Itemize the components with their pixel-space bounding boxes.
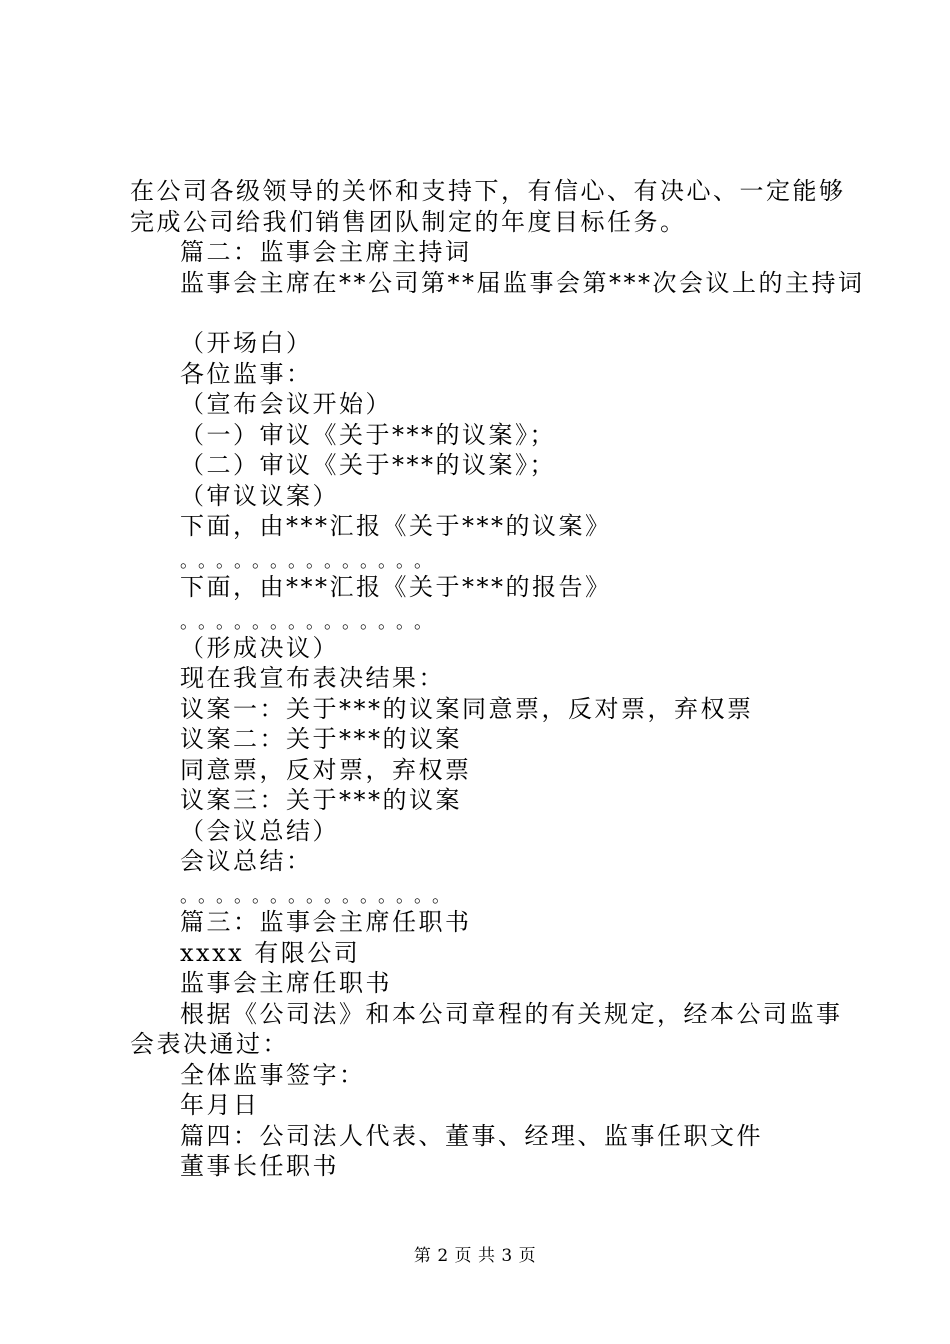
paragraph-line: （宣布会议开始） bbox=[180, 390, 392, 418]
paragraph-line: 会议总结： bbox=[180, 847, 313, 875]
paragraph-line: 监事会主席任职书 bbox=[180, 969, 392, 997]
paragraph-line: 现在我宣布表决结果： bbox=[180, 664, 445, 692]
paragraph-line: 完成公司给我们销售团队制定的年度目标任务。 bbox=[130, 208, 687, 236]
paragraph-line: 议案三：关于***的议案 bbox=[180, 786, 462, 814]
ellipsis-line: 。。。。。。。。。。。。。。 bbox=[180, 612, 441, 633]
paragraph-line: 议案二：关于***的议案 bbox=[180, 725, 462, 753]
section-heading: 篇二：监事会主席主持词 bbox=[180, 238, 472, 266]
page-footer: 第 2 页 共 3 页 bbox=[413, 1246, 537, 1266]
paragraph-line: （会议总结） bbox=[180, 817, 339, 845]
paragraph-line: 会表决通过： bbox=[130, 1030, 289, 1058]
ellipsis-line: 。。。。。。。。。。。。。。。 bbox=[180, 886, 459, 907]
paragraph-line: （二）审议《关于***的议案》； bbox=[180, 451, 556, 479]
paragraph-line: 在公司各级领导的关怀和支持下，有信心、有决心、一定能够 bbox=[130, 177, 846, 205]
paragraph-line: 议案一：关于***的议案同意票，反对票，弃权票 bbox=[180, 695, 754, 723]
paragraph-line: 全体监事签字： bbox=[180, 1061, 366, 1089]
paragraph-line: 根据《公司法》和本公司章程的有关规定，经本公司监事 bbox=[180, 1000, 843, 1028]
paragraph-line: 下面，由***汇报《关于***的报告》 bbox=[180, 573, 612, 601]
paragraph-line: （开场白） bbox=[180, 329, 313, 357]
paragraph-line: xxxx 有限公司 bbox=[180, 939, 361, 967]
section-heading: 篇四：公司法人代表、董事、经理、监事任职文件 bbox=[180, 1122, 763, 1150]
section-heading: 篇三：监事会主席任职书 bbox=[180, 908, 472, 936]
paragraph-line: 下面，由***汇报《关于***的议案》 bbox=[180, 512, 612, 540]
paragraph-line: 董事长任职书 bbox=[180, 1152, 339, 1180]
paragraph-line: 同意票，反对票，弃权票 bbox=[180, 756, 472, 784]
paragraph-line: （审议议案） bbox=[180, 482, 339, 510]
paragraph-line: 年月日 bbox=[180, 1091, 260, 1119]
section-subtitle: 监事会主席在**公司第**届监事会第***次会议上的主持词 bbox=[180, 269, 865, 297]
paragraph-line: 各位监事： bbox=[180, 360, 313, 388]
paragraph-line: （一）审议《关于***的议案》； bbox=[180, 421, 556, 449]
ellipsis-line: 。。。。。。。。。。。。。。 bbox=[180, 551, 441, 572]
paragraph-line: （形成决议） bbox=[180, 634, 339, 662]
